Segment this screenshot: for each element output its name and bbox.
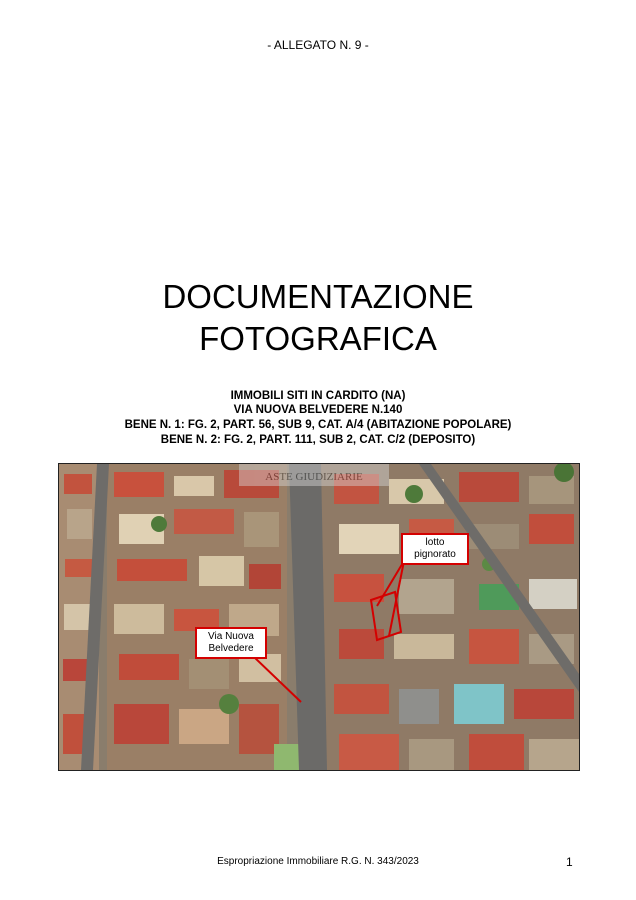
aerial-photo [58, 463, 580, 771]
subtitle-line2: VIA NUOVA BELVEDERE N.140 [233, 404, 403, 416]
aerial-photo-illustration [59, 464, 579, 770]
callout-lotto-line1: lotto [425, 537, 445, 548]
attachment-header: - ALLEGATO N. 9 - [267, 38, 369, 52]
callout-street-line1: Via Nuova [208, 631, 254, 642]
subtitle-line3: BENE N. 1: FG. 2, PART. 56, SUB 9, CAT. A/4 (ABITAZIONE POPOLARE) [124, 419, 512, 431]
document-title-line2: FOTOGRAFICA [199, 320, 437, 357]
footer-reference: Espropriazione Immobiliare R.G. N. 343/2023 [217, 856, 419, 867]
callout-street-line2: Belvedere [208, 643, 254, 654]
page-number: 1 [566, 855, 573, 869]
callout-via-nuova-belvedere [195, 627, 267, 659]
watermark [239, 464, 389, 486]
callout-lotto-pignorato [401, 533, 469, 565]
document-title-line1: DOCUMENTAZIONE [162, 278, 474, 315]
subtitle-line4: BENE N. 2: FG. 2, PART. 111, SUB 2, CAT. C/2 (DEPOSITO) [160, 434, 476, 446]
subtitle-line1: IMMOBILI SITI IN CARDITO (NA) [230, 390, 406, 402]
callout-lotto-line2: pignorato [414, 549, 456, 560]
svg-text:ASTE GIUDIZIARIE: ASTE GIUDIZIARIE [265, 471, 363, 483]
